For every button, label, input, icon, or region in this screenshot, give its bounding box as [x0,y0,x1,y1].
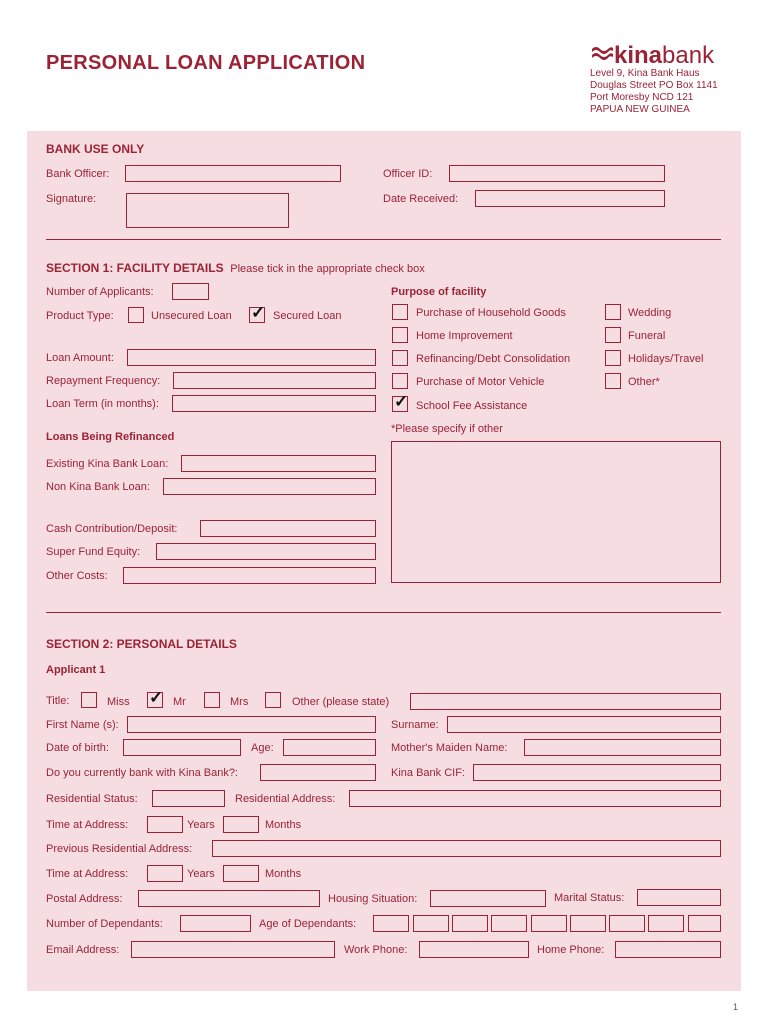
officer-id-field[interactable] [449,165,665,182]
miss-checkbox[interactable] [81,692,97,708]
existing-kina-loan-label: Existing Kina Bank Loan: [46,458,169,470]
bank-use-heading: BANK USE ONLY [46,142,145,156]
postal-address-field[interactable] [138,890,320,907]
surname-label: Surname: [391,719,439,731]
unsecured-loan-label: Unsecured Loan [151,310,232,322]
home-improvement-checkbox[interactable] [392,327,408,343]
section1-hint: Please tick in the appropriate check box [230,263,425,275]
checkmark-icon: ✓ [251,303,266,322]
age-dependant-field[interactable] [570,915,606,932]
age-dependants-label: Age of Dependants: [259,918,357,930]
prev-time-years-field[interactable] [147,865,183,882]
cash-contribution-field[interactable] [200,520,376,537]
cash-contribution-label: Cash Contribution/Deposit: [46,523,178,535]
work-phone-field[interactable] [419,941,529,958]
purpose-label: Purchase of Motor Vehicle [416,376,545,388]
age-dependant-field[interactable] [413,915,449,932]
dependants-label: Number of Dependants: [46,918,163,930]
maiden-name-field[interactable] [524,739,721,756]
repayment-frequency-field[interactable] [173,372,376,389]
divider [46,239,721,240]
other-title-field[interactable] [410,693,721,710]
miss-label: Miss [107,696,130,708]
mrs-label: Mrs [230,696,249,708]
purpose-heading: Purpose of facility [391,286,487,298]
refinancing-checkbox[interactable] [392,350,408,366]
cif-field[interactable] [473,764,721,781]
product-type-label: Product Type: [46,310,114,322]
secured-loan-checkbox[interactable] [249,303,266,323]
logo-kina-text: kina [614,42,663,69]
date-received-label: Date Received: [383,193,459,205]
months-label: Months [265,868,302,880]
first-name-label: First Name (s): [46,719,119,731]
mrs-checkbox[interactable] [204,692,220,708]
first-name-field[interactable] [127,716,376,733]
section2-heading: SECTION 2: PERSONAL DETAILS [46,637,237,651]
section1-title: SECTION 1: FACILITY DETAILS [46,261,224,275]
signature-label: Signature: [46,193,97,205]
mr-checkbox[interactable] [147,688,164,708]
age-dependant-field[interactable] [609,915,645,932]
email-field[interactable] [131,941,335,958]
address-line: Level 9, Kina Bank Haus [590,68,700,79]
marital-status-label: Marital Status: [554,892,625,904]
super-fund-field[interactable] [156,543,376,560]
purpose-label: Refinancing/Debt Consolidation [416,353,571,365]
funeral-checkbox[interactable] [605,327,621,343]
purpose-label: Wedding [628,307,672,319]
date-received-field[interactable] [475,190,665,207]
marital-status-field[interactable] [637,889,721,906]
dob-field[interactable] [123,739,241,756]
age-dependant-field[interactable] [688,915,721,932]
num-applicants-field[interactable] [172,283,209,300]
surname-field[interactable] [447,716,721,733]
wedding-checkbox[interactable] [605,304,621,320]
loan-term-label: Loan Term (in months): [46,398,159,410]
purpose-label: School Fee Assistance [416,400,528,412]
years-label: Years [187,868,215,880]
bank-officer-field[interactable] [125,165,341,182]
holidays-checkbox[interactable] [605,350,621,366]
dependants-field[interactable] [180,915,251,932]
bank-with-label: Do you currently bank with Kina Bank?: [46,767,238,779]
age-field[interactable] [283,739,376,756]
purpose-label: Other* [628,376,660,388]
other-costs-field[interactable] [123,567,376,584]
postal-address-label: Postal Address: [46,893,123,905]
time-at-address-label: Time at Address: [46,819,129,831]
motor-vehicle-checkbox[interactable] [392,373,408,389]
secured-loan-label: Secured Loan [273,310,342,322]
maiden-name-label: Mother's Maiden Name: [391,742,508,754]
age-dependant-field[interactable] [648,915,684,932]
age-dependant-field[interactable] [491,915,527,932]
bank-address [590,68,718,116]
housing-situation-label: Housing Situation: [328,893,418,905]
unsecured-loan-checkbox[interactable] [128,307,144,323]
dob-label: Date of birth: [46,742,109,754]
time-years-field[interactable] [147,816,183,833]
loan-amount-field[interactable] [127,349,376,366]
existing-kina-loan-field[interactable] [181,455,376,472]
address-line: Port Moresby NCD 121 [590,92,694,103]
loan-term-field[interactable] [172,395,376,412]
other-title-checkbox[interactable] [265,692,281,708]
non-kina-loan-label: Non Kina Bank Loan: [46,481,150,493]
cif-label: Kina Bank CIF: [391,767,465,779]
repayment-frequency-label: Repayment Frequency: [46,375,161,387]
section1-heading [46,261,425,275]
home-phone-field[interactable] [615,941,721,958]
prev-time-at-address-label: Time at Address: [46,868,129,880]
bank-officer-label: Bank Officer: [46,168,110,180]
other-purpose-checkbox[interactable] [605,373,621,389]
kina-bank-logo [590,42,714,70]
housing-situation-field[interactable] [430,890,546,907]
age-label: Age: [251,742,274,754]
bank-with-field[interactable] [260,764,376,781]
age-dependant-field[interactable] [531,915,567,932]
work-phone-label: Work Phone: [344,944,408,956]
purpose-label: Purchase of Household Goods [416,307,566,319]
signature-field[interactable] [126,193,289,228]
email-label: Email Address: [46,944,120,956]
page-title: PERSONAL LOAN APPLICATION [46,52,366,74]
title-label: Title: [46,695,70,707]
num-applicants-label: Number of Applicants: [46,286,154,298]
checkmark-icon: ✓ [149,688,164,707]
applicant-heading: Applicant 1 [46,664,106,676]
years-label: Years [187,819,215,831]
prev-time-months-field[interactable] [223,865,259,882]
divider [46,612,721,613]
residential-address-label: Residential Address: [235,793,336,805]
purpose-label: Funeral [628,330,666,342]
officer-id-label: Officer ID: [383,168,433,180]
months-label: Months [265,819,302,831]
household-goods-checkbox[interactable] [392,304,408,320]
previous-address-field[interactable] [212,840,721,857]
previous-address-label: Previous Residential Address: [46,843,193,855]
residential-address-field[interactable] [349,790,721,807]
page-number: 1 [732,1002,738,1012]
home-phone-label: Home Phone: [537,944,605,956]
age-dependant-field[interactable] [373,915,409,932]
loans-refinanced-heading: Loans Being Refinanced [46,431,175,443]
loan-amount-label: Loan Amount: [46,352,114,364]
school-fee-checkbox[interactable] [392,392,409,412]
purpose-label: Home Improvement [416,330,513,342]
logo-bank-text: bank [662,42,715,69]
residential-status-field[interactable] [152,790,225,807]
residential-status-label: Residential Status: [46,793,138,805]
specify-other-label: *Please specify if other [391,423,503,435]
time-months-field[interactable] [223,816,259,833]
super-fund-label: Super Fund Equity: [46,546,141,558]
purpose-label: Holidays/Travel [628,353,704,365]
other-title-label: Other (please state) [292,696,390,708]
mr-label: Mr [173,696,186,708]
address-line: PAPUA NEW GUINEA [590,104,690,115]
specify-other-field[interactable] [391,441,721,583]
checkmark-icon: ✓ [394,392,409,411]
other-costs-label: Other Costs: [46,570,108,582]
age-dependant-field[interactable] [452,915,488,932]
kina-bank-logo-mark-icon [590,45,614,65]
address-line: Douglas Street PO Box 1141 [590,80,718,91]
non-kina-loan-field[interactable] [163,478,376,495]
